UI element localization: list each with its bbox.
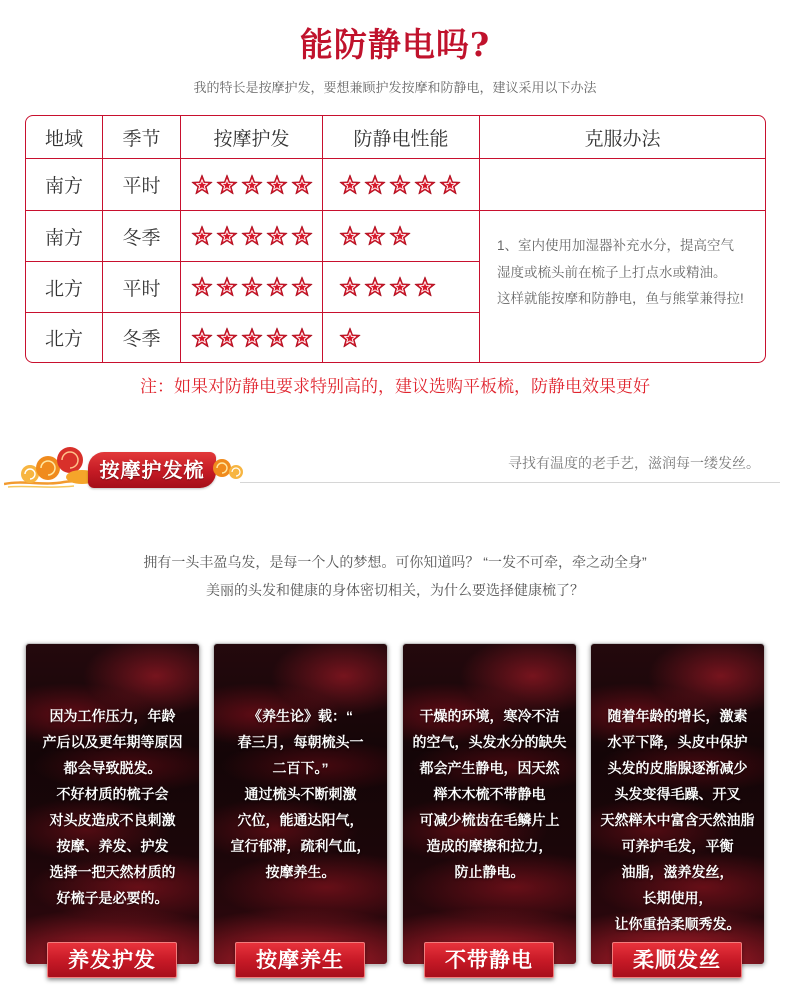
- header-solution: 克服办法: [480, 116, 765, 159]
- antistatic-rating-cell: [323, 262, 480, 313]
- card-text-line: 对头皮造成不良刺激: [49, 812, 176, 828]
- star-icon: [216, 327, 238, 349]
- card-text-line: 长期使用，: [642, 890, 713, 906]
- card-label: 按摩养生: [235, 942, 365, 978]
- region-cell: 南方: [26, 211, 103, 262]
- star-rating: [181, 276, 322, 298]
- page-title: 能防静电吗?: [299, 25, 491, 64]
- table-header-row: [26, 116, 765, 159]
- star-icon: [414, 276, 436, 298]
- star-icon: [216, 276, 238, 298]
- star-rating: [323, 276, 479, 298]
- solution-cell-empty: [480, 159, 765, 211]
- auspicious-cloud-icon: [4, 440, 100, 490]
- card-text-line: 《养生论》载：“: [248, 708, 353, 724]
- star-icon: [364, 276, 386, 298]
- card-text: [214, 703, 387, 885]
- card-text-line: 干燥的环境，寒冷不洁: [419, 708, 560, 724]
- card-text-line: 选择一把天然材质的: [49, 864, 176, 880]
- star-icon: [191, 276, 213, 298]
- section-divider: [240, 482, 780, 483]
- star-icon: [339, 276, 361, 298]
- star-rating: [323, 327, 479, 349]
- massage-rating-cell: [181, 313, 323, 362]
- star-rating: [181, 327, 322, 349]
- card-text-line: 随着年龄的增长，激素: [607, 708, 748, 724]
- region-cell: 北方: [26, 262, 103, 313]
- section-title: 按摩护发梳: [88, 452, 216, 488]
- star-icon: [364, 174, 386, 196]
- star-icon: [339, 327, 361, 349]
- hair-nourishing-card: [25, 643, 200, 972]
- auspicious-cloud-icon: [210, 454, 246, 482]
- card-label: 养发护发: [47, 942, 177, 978]
- region-cell: 南方: [26, 159, 103, 211]
- card-label: 不带静电: [424, 942, 554, 978]
- star-icon: [291, 276, 313, 298]
- season-cell: 平时: [103, 262, 181, 313]
- card-text-line: 天然榉木中富含天然油脂: [600, 812, 755, 828]
- massage-rating-cell: [181, 159, 323, 211]
- star-icon: [266, 276, 288, 298]
- star-icon: [241, 174, 263, 196]
- card-text-line: 榉木木梳不带静电: [433, 786, 546, 802]
- massage-rating-cell: [181, 211, 323, 262]
- star-icon: [414, 174, 436, 196]
- star-icon: [389, 174, 411, 196]
- star-icon: [241, 225, 263, 247]
- season-cell: 冬季: [103, 313, 181, 362]
- card-text-line: 按摩养生。: [265, 864, 336, 880]
- star-icon: [266, 225, 288, 247]
- card-text-line: 穴位，能通达阳气，: [237, 812, 364, 828]
- table-row: [26, 211, 765, 262]
- card-text-line: 头发变得毛躁、开叉: [614, 786, 741, 802]
- table-row: [26, 159, 765, 211]
- card-text-line: 都会导致脱发。: [63, 760, 162, 776]
- card-text-line: 可减少梳齿在毛鳞片上: [419, 812, 560, 828]
- card-text-line: 通过梳头不断刺激: [244, 786, 357, 802]
- star-icon: [191, 174, 213, 196]
- massage-wellness-card: [213, 643, 388, 972]
- star-icon: [339, 225, 361, 247]
- header-antistatic: 防静电性能: [323, 116, 480, 159]
- card-text-line: 的空气，头发水分的缺失: [412, 734, 567, 750]
- star-icon: [291, 327, 313, 349]
- card-text-line: 按摩、养发、护发: [56, 838, 169, 854]
- card-text-line: 不好材质的梳子会: [56, 786, 169, 802]
- solution-cell: [480, 211, 765, 362]
- card-text-line: 二百下。”: [272, 760, 329, 776]
- star-icon: [266, 174, 288, 196]
- card-text-line: 让你重拾柔顺秀发。: [614, 916, 741, 932]
- note-text: 注：如果对防静电要求特别高的，建议选购平板梳，防静电效果更好: [140, 377, 650, 396]
- antistatic-rating-cell: [323, 211, 480, 262]
- card-text-line: 水平下降，头皮中保护: [607, 734, 748, 750]
- star-icon: [364, 225, 386, 247]
- card-text-line: 宣行郁滞，疏利气血，: [230, 838, 371, 854]
- card-text-line: 防止静电。: [454, 864, 525, 880]
- region-cell: 北方: [26, 313, 103, 362]
- star-rating: [181, 174, 322, 196]
- season-cell: 平时: [103, 159, 181, 211]
- solution-text: [480, 211, 765, 313]
- card-text-line: 都会产生静电，因天然: [419, 760, 560, 776]
- star-icon: [389, 225, 411, 247]
- header-season: 季节: [103, 116, 181, 159]
- card-text-line: 春三月，每朝梳头一: [237, 734, 364, 750]
- star-icon: [339, 174, 361, 196]
- solution-line: 湿度或梳头前在梳子上打点水或精油。: [497, 264, 727, 280]
- page-subtitle: 我的特长是按摩护发，要想兼顾护发按摩和防静电，建议采用以下办法: [193, 80, 597, 95]
- card-text: [591, 703, 764, 937]
- smooth-hair-card: [590, 643, 765, 972]
- star-icon: [216, 174, 238, 196]
- star-rating: [323, 225, 479, 247]
- header-region: 地域: [26, 116, 103, 159]
- comparison-table: [25, 115, 766, 363]
- card-text-line: 因为工作压力，年龄: [49, 708, 176, 724]
- intro-line: 美丽的头发和健康的身体密切相关，为什么要选择健康梳了？: [206, 582, 584, 598]
- solution-line: 1、室内使用加湿器补充水分，提高空气: [497, 238, 735, 253]
- star-icon: [291, 174, 313, 196]
- card-text-line: 头发的皮脂腺逐渐减少: [607, 760, 748, 776]
- header-massage: 按摩护发: [181, 116, 323, 159]
- star-icon: [439, 174, 461, 196]
- intro-line: 拥有一头丰盈乌发，是每一个人的梦想。可你知道吗？ “一发不可牵，牵之动全身”: [143, 554, 647, 570]
- star-rating: [181, 225, 322, 247]
- card-text-line: 可养护毛发，平衡: [621, 838, 734, 854]
- card-text: [403, 703, 576, 885]
- star-icon: [389, 276, 411, 298]
- star-icon: [241, 327, 263, 349]
- card-label: 柔顺发丝: [612, 942, 742, 978]
- star-icon: [241, 276, 263, 298]
- card-text-line: 产后以及更年期等原因: [42, 734, 183, 750]
- star-rating: [323, 174, 479, 196]
- star-icon: [266, 327, 288, 349]
- antistatic-rating-cell: [323, 313, 480, 362]
- section-slogan: 寻找有温度的老手艺，滋润每一缕发丝。: [508, 455, 760, 471]
- season-cell: 冬季: [103, 211, 181, 262]
- card-text-line: 造成的摩擦和拉力，: [426, 838, 553, 854]
- solution-line: 这样就能按摩和防静电，鱼与熊掌兼得拉!: [497, 291, 744, 306]
- card-text-line: 油脂，滋养发丝，: [621, 864, 734, 880]
- star-icon: [216, 225, 238, 247]
- antistatic-rating-cell: [323, 159, 480, 211]
- massage-rating-cell: [181, 262, 323, 313]
- card-text-line: 好梳子是必要的。: [56, 890, 169, 906]
- star-icon: [291, 225, 313, 247]
- star-icon: [191, 327, 213, 349]
- star-icon: [191, 225, 213, 247]
- card-text: [26, 703, 199, 911]
- anti-static-card: [402, 643, 577, 972]
